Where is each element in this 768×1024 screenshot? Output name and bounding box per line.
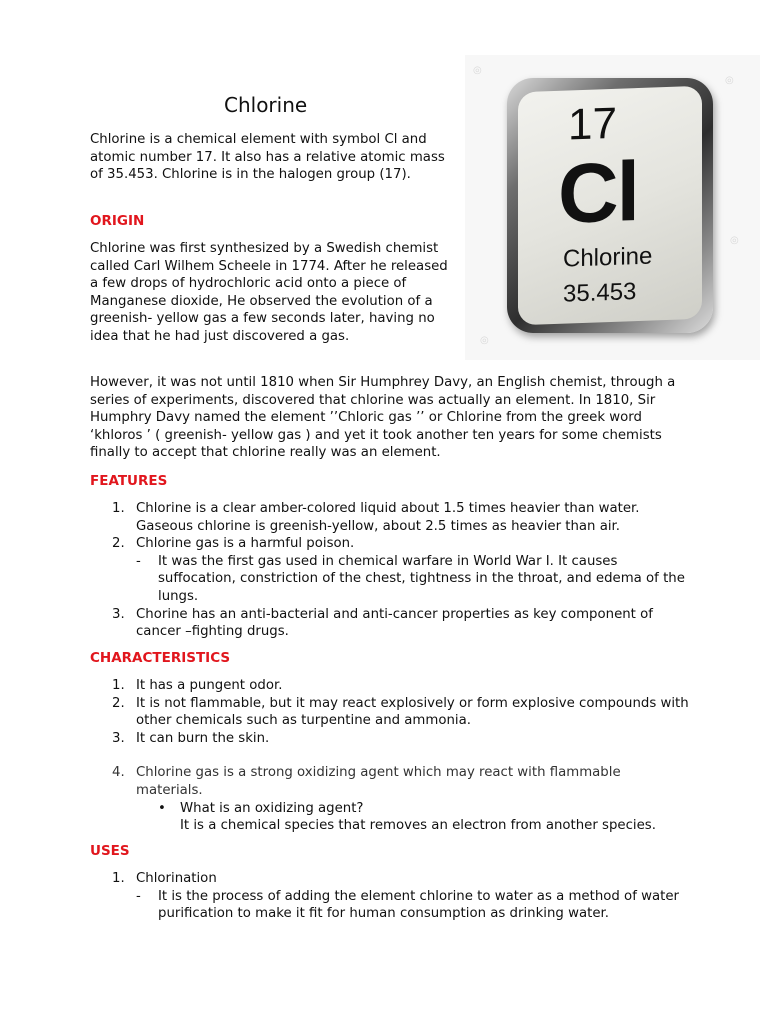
element-tile bbox=[507, 78, 713, 333]
list-item-text: Chlorination bbox=[136, 871, 217, 886]
dash-marker: - bbox=[136, 888, 141, 904]
sub-list-item bbox=[90, 888, 690, 923]
features-list bbox=[90, 500, 690, 641]
element-symbol: Cl bbox=[558, 144, 638, 241]
uses-list bbox=[90, 870, 690, 923]
atomic-number: 17 bbox=[568, 98, 617, 150]
origin-paragraph-2: However, it was not until 1810 when Sir Humphrey Davy, an English chemist, through a series of experiments, discovered that chlorine was actually an element. In 1810, Sir Humphry Davy named the element ’’Chloric gas ’’ or Chlorine from the greek word ‘khloros ’ ( greenish- yellow gas ) and yet it took another ten years for some chemists finally to accept that chlorine really was an element. bbox=[90, 375, 676, 461]
watermark-icon: ◎ bbox=[725, 75, 734, 86]
list-item bbox=[90, 677, 690, 695]
bullet-question: What is an oxidizing agent? bbox=[180, 800, 364, 816]
list-number: 1. bbox=[112, 678, 125, 693]
bullet-item bbox=[90, 800, 690, 818]
bullet-marker: • bbox=[158, 800, 166, 816]
list-number: 3. bbox=[112, 730, 125, 746]
sub-item-text: It is the process of adding the element chlorine to water as a method of water purification to make it fit for human consumption as drinking water. bbox=[158, 888, 679, 922]
list-item-text: Chlorine gas is a strong oxidizing agent which may react with flammable materials. bbox=[136, 765, 621, 798]
bullet-answer: It is a chemical species that removes an electron from another species. bbox=[180, 818, 656, 834]
list-item bbox=[90, 535, 690, 553]
list-item bbox=[90, 870, 690, 888]
list-item-text: Chlorine is a clear amber-colored liquid about 1.5 times heavier than water. Gaseous chlorine is greenish-yellow, about 2.5 times as heavier than air. bbox=[136, 501, 640, 534]
element-name: Chlorine bbox=[563, 242, 653, 273]
watermark-icon: ◎ bbox=[480, 335, 489, 346]
watermark-icon: ◎ bbox=[730, 235, 739, 246]
list-number: 4. bbox=[112, 765, 125, 781]
list-item bbox=[90, 764, 690, 799]
sub-item-text: It was the first gas used in chemical warfare in World War I. It causes suffocation, constriction of the chest, tightness in the throat, and edema of the lungs. bbox=[158, 553, 685, 604]
element-tile-face bbox=[518, 86, 702, 325]
list-item-text: It is not flammable, but it may react explosively or form explosive compounds with other chemicals such as turpentine and ammonia. bbox=[136, 695, 689, 729]
uses-heading: USES bbox=[90, 843, 130, 859]
list-item bbox=[90, 606, 690, 641]
watermark-icon: ◎ bbox=[473, 65, 482, 76]
list-item-text: It has a pungent odor. bbox=[136, 678, 283, 693]
origin-paragraph-1: Chlorine was first synthesized by a Swedish chemist called Carl Wilhem Scheele in 1774. After he released a few drops of hydrochloric acid onto a piece of Manganese dioxide, He observed the evolution of a greenish- yellow gas a few seconds later, having no idea that he had just discovered a gas. bbox=[90, 241, 448, 344]
list-item-text: It can burn the skin. bbox=[136, 730, 270, 746]
list-number: 2. bbox=[112, 695, 125, 711]
atomic-mass: 35.453 bbox=[563, 278, 637, 308]
sub-list-item bbox=[90, 553, 690, 606]
list-item bbox=[90, 730, 690, 748]
list-number: 2. bbox=[112, 536, 125, 552]
list-number: 1. bbox=[112, 501, 125, 516]
intro-paragraph: Chlorine is a chemical element with symbol Cl and atomic number 17. It also has a relative atomic mass of 35.453. Chlorine is in the halogen group (17). bbox=[90, 132, 445, 183]
page-title: Chlorine bbox=[224, 93, 308, 117]
list-number: 3. bbox=[112, 606, 125, 622]
list-number: 1. bbox=[112, 871, 125, 886]
dash-marker: - bbox=[136, 553, 141, 569]
features-heading: FEATURES bbox=[90, 473, 168, 489]
list-item-text: Chorine has an anti-bacterial and anti-cancer properties as key component of cancer –fighting drugs. bbox=[136, 606, 653, 640]
list-item-text: Chlorine gas is a harmful poison. bbox=[136, 536, 355, 552]
characteristics-list bbox=[90, 677, 690, 835]
origin-heading: ORIGIN bbox=[90, 213, 145, 229]
list-item bbox=[90, 500, 690, 535]
list-item bbox=[90, 695, 690, 730]
characteristics-heading: CHARACTERISTICS bbox=[90, 650, 231, 666]
